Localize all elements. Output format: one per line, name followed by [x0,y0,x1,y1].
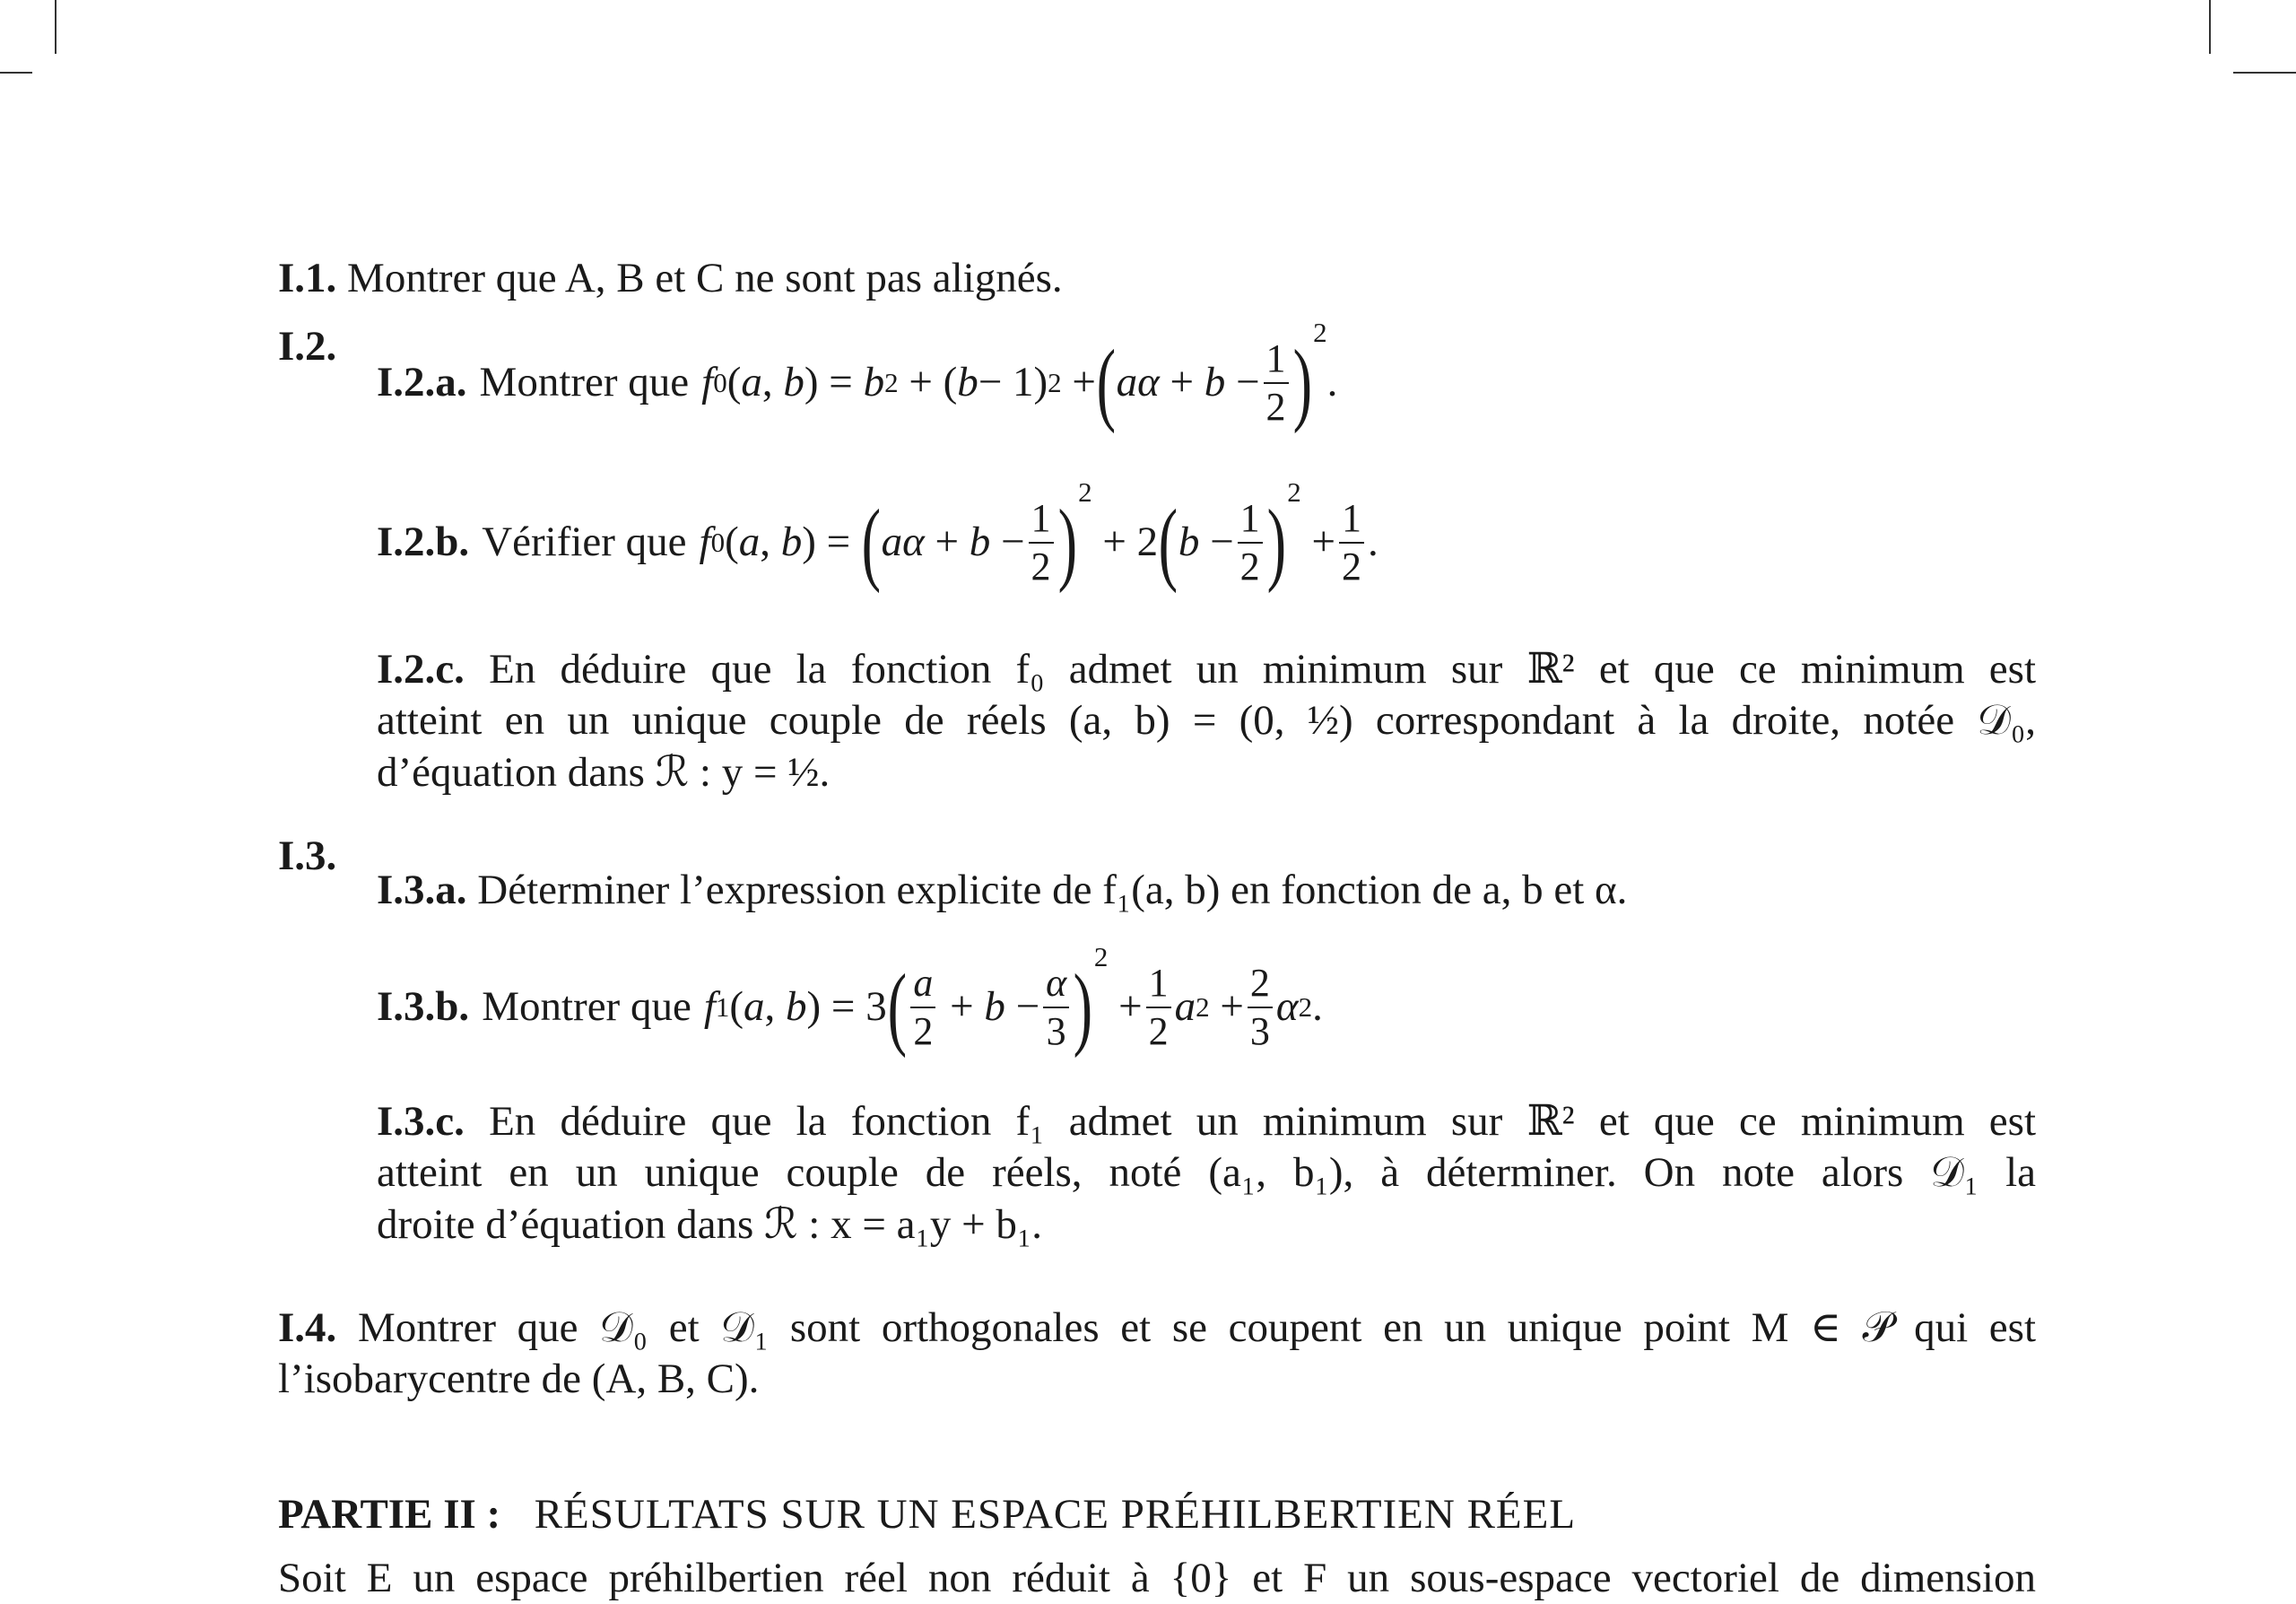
part-intro: Soit E un espace préhilbertien réel non réduit à {0} et F un sous-espace vectoriel de dimension [278,1555,2036,1601]
paragraph-line [278,1303,2036,1354]
item-label: I.2.b. [377,519,470,566]
formula-i2a: f 0 ( a , b ) = b 2 + ( b − 1) 2 + ( aα + b − $\frac{1}{2}$ ) 2 . [701,317,1338,434]
part-heading [278,1489,1576,1540]
item-label: I.3.a. [377,867,467,913]
item-label: I.2.a. [377,359,467,406]
paragraph-line [377,1096,2036,1147]
item-i4 [278,1303,2036,1406]
paragraph-line [377,644,2036,695]
item-label: I.1. [278,255,337,301]
item-label: I.4. [278,1304,337,1351]
item-i1 [278,253,2036,304]
line-2: l’isobarycentre de (A, B, C). [278,1356,760,1403]
crop-mark-top-right-horizontal [2233,72,2296,74]
item-text: Déterminer l’expression explicite de f₁(a, b) en fonction de a, b et α. [477,867,1628,913]
item-lead: Montrer que [479,359,690,406]
line-3: droite d’équation dans ℛ : x = a₁y + b₁. [377,1200,1042,1248]
line-1: En déduire que la fonction f₁ admet un minimum sur ℝ² et que ce minimum est [489,1098,2037,1145]
item-i3c [377,1096,2036,1251]
crop-mark-top-left-vertical [55,0,57,54]
item-lead: Vérifier que [482,519,687,566]
section-label-i2: I.2. [278,323,337,370]
line-2: atteint en un unique couple de réels, noté (a₁, b₁), à déterminer. On note alors 𝒟₁ la [377,1149,2036,1197]
line-3: d’équation dans ℛ : y = ½. [377,748,831,796]
item-i2c [377,644,2036,798]
line-1: En déduire que la fonction f₀ admet un minimum sur ℝ² et que ce minimum est [489,646,2037,693]
formula-i3b: f 1 ( a , b ) = 3 ( $\frac{a}{2}$ + b − $\frac{\alpha}{3}$ ) 2 + $\frac{1}{2}$ a 2 + $\frac{2}{3}$ α 2 . [703,941,1323,1059]
item-label: I.3.c. [377,1098,465,1145]
item-i3b [377,940,1323,1075]
item-label: I.2.c. [377,646,465,693]
part-label: PARTIE II : [278,1491,501,1538]
formula-i2b: f 0 ( a , b ) = ( aα + b − $\frac{1}{2}$ ) 2 + 2 ( b − $\frac{1}{2}$ ) 2 + $\frac{1}{2}$ . [699,476,1378,594]
item-i2b [377,475,1378,610]
item-lead: Montrer que [482,983,691,1031]
crop-mark-top-left-horizontal [0,72,32,74]
crop-mark-top-right-vertical [2209,0,2211,54]
line-2: atteint en un unique couple de réels (a, b) = (0, ½) correspondant à la droite, notée 𝒟₀, [377,697,2036,745]
section-label-i3: I.3. [278,833,337,879]
item-i2a [377,316,1337,450]
part-title: RÉSULTATS SUR UN ESPACE PRÉHILBERTIEN RÉEL [534,1491,1577,1538]
item-label: I.3.b. [377,983,470,1031]
item-text: Montrer que A, B et C ne sont pas alignés. [347,255,1063,301]
line-1: Montrer que 𝒟₀ et 𝒟₁ sont orthogonales et se coupent en un unique point M ∈ 𝒫 qui est [357,1304,2037,1351]
item-i3a [377,865,1627,916]
